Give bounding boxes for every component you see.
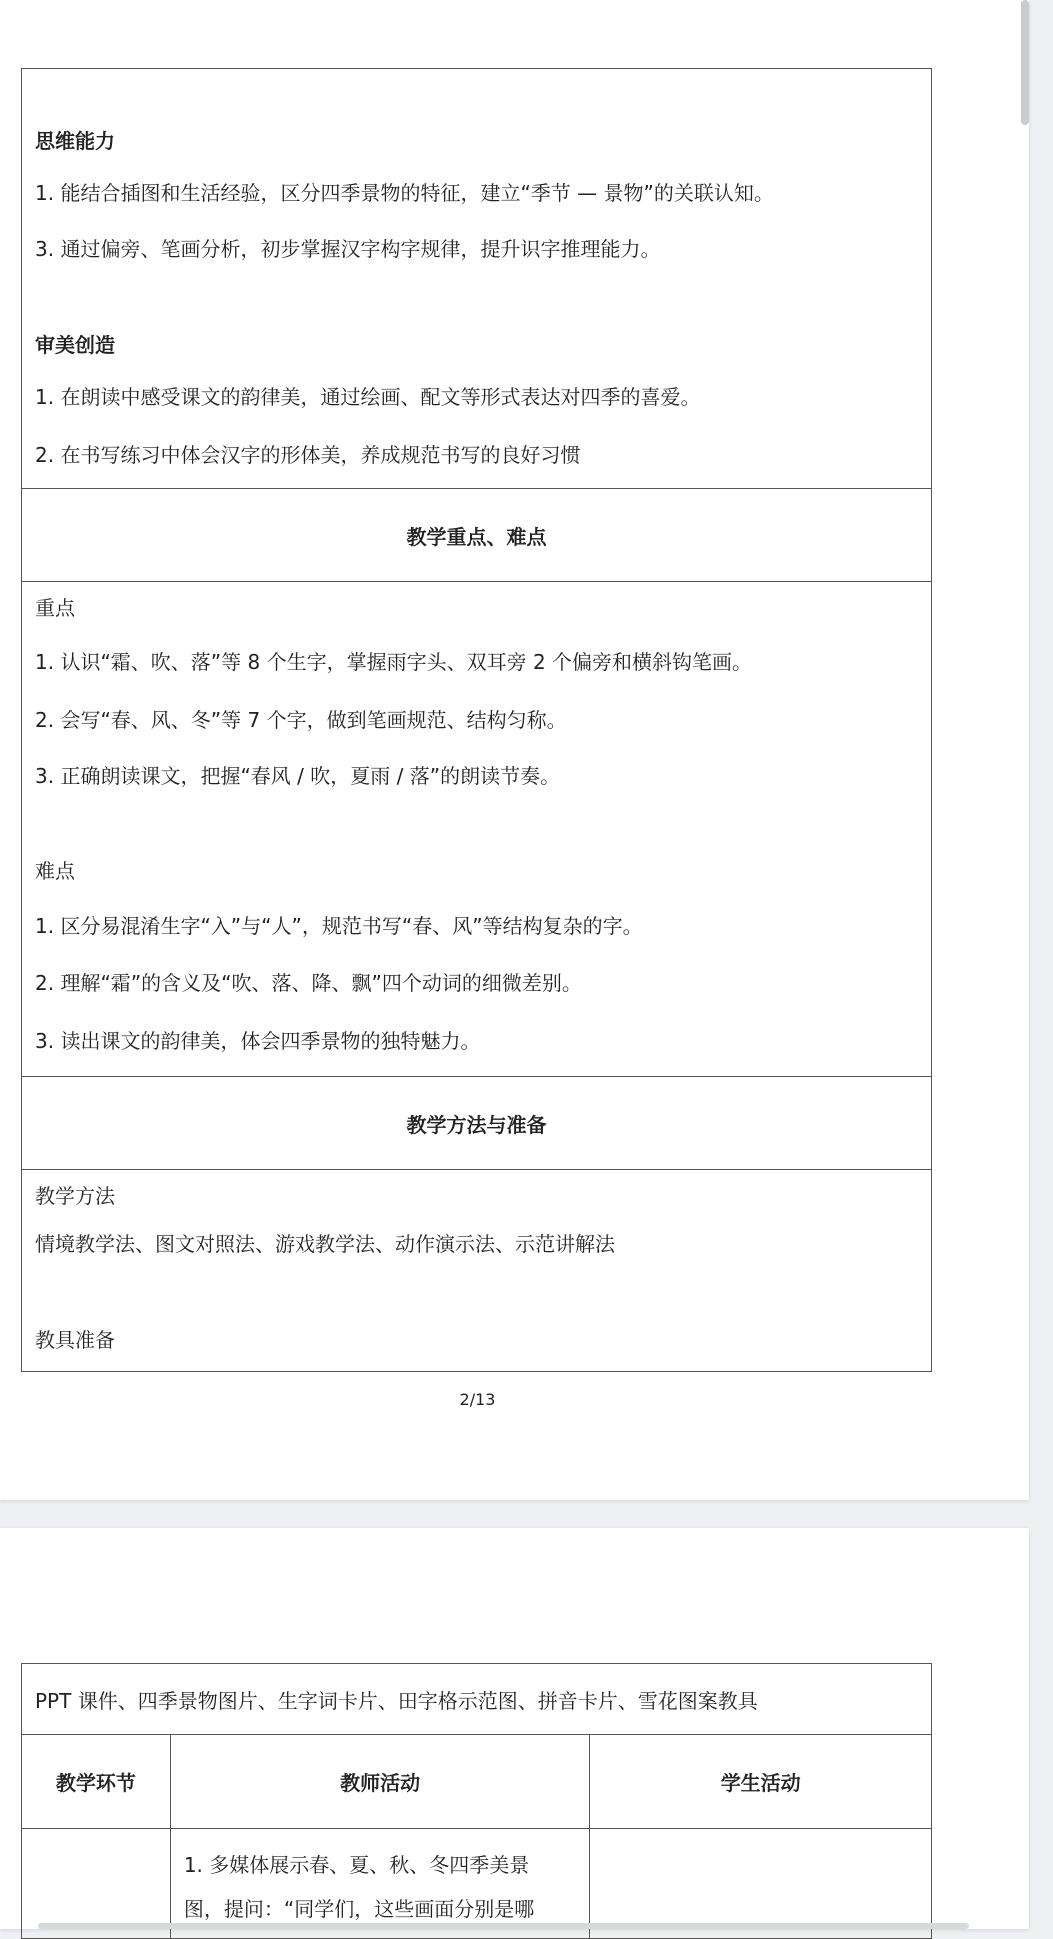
page-number: 2/13 — [459, 1390, 496, 1409]
methods-header — [22, 1077, 931, 1170]
content-table — [21, 68, 932, 1372]
teacher-line-2: 图，提问：“同学们，这些画面分别是哪 — [183, 1897, 535, 1921]
lesson-plan-table — [21, 1663, 932, 1939]
key-item-3: 3. 正确朗读课文，把握“春风 / 吹，夏雨 / 落”的朗读节奏。 — [35, 764, 561, 788]
key-item-1: 1. 认识“霜、吹、落”等 8 个生字，掌握雨字头、双耳旁 2 个偏旁和横斜钩笔画。 — [35, 650, 753, 674]
key-points-section — [22, 582, 931, 1077]
methods-label: 教学方法 — [35, 1184, 115, 1208]
aesthetic-item-2: 2. 在书写练习中体会汉字的形体美，养成规范书写的良好习惯 — [35, 443, 581, 467]
methods-section — [22, 1170, 931, 1372]
teacher-activity-cell — [170, 1829, 590, 1939]
thinking-item-1: 1. 能结合插图和生活经验，区分四季景物的特征，建立“季节 — 景物”的关联认知。 — [35, 181, 774, 205]
difficult-label: 难点 — [35, 859, 75, 883]
student-activity-cell — [590, 1829, 932, 1939]
objectives-section — [22, 69, 931, 489]
stage-cell — [22, 1829, 171, 1939]
tools-row — [22, 1664, 932, 1735]
horizontal-scrollbar[interactable] — [38, 1923, 969, 1929]
scrollbar-thumb[interactable] — [1021, 0, 1029, 125]
difficult-item-1: 1. 区分易混淆生字“入”与“人”，规范书写“春、风”等结构复杂的字。 — [35, 914, 643, 938]
methods-header-text: 教学方法与准备 — [406, 1112, 547, 1137]
difficult-item-2: 2. 理解“霜”的含义及“吹、落、降、飘”四个动词的细微差别。 — [35, 971, 582, 995]
difficult-item-3: 3. 读出课文的韵律美，体会四季景物的独特魅力。 — [35, 1029, 481, 1053]
column-header-teacher: 教师活动 — [170, 1735, 590, 1829]
teacher-line-1: 1. 多媒体展示春、夏、秋、冬四季美景 — [183, 1853, 530, 1877]
tools-text: PPT 课件、四季景物图片、生字词卡片、田字格示范图、拼音卡片、雪花图案教具 — [22, 1664, 932, 1735]
thinking-item-2: 3. 通过偏旁、笔画分析，初步掌握汉字构字规律，提升识字推理能力。 — [35, 237, 661, 261]
tools-label: 教具准备 — [35, 1328, 115, 1352]
key-points-header-text: 教学重点、难点 — [406, 524, 547, 549]
key-label: 重点 — [35, 596, 75, 620]
key-item-2: 2. 会写“春、风、冬”等 7 个字，做到笔画规范、结构匀称。 — [35, 708, 567, 732]
thinking-heading: 思维能力 — [35, 129, 115, 153]
column-header-stage: 教学环节 — [22, 1735, 171, 1829]
key-points-header — [22, 489, 931, 582]
aesthetic-item-1: 1. 在朗读中感受课文的韵律美，通过绘画、配文等形式表达对四季的喜爱。 — [35, 385, 701, 409]
methods-text: 情境教学法、图文对照法、游戏教学法、动作演示法、示范讲解法 — [35, 1232, 615, 1256]
table-row — [22, 1829, 932, 1939]
document-page-2 — [0, 1528, 1029, 1929]
column-header-student: 学生活动 — [590, 1735, 932, 1829]
aesthetic-heading: 审美创造 — [35, 333, 115, 357]
table-header-row — [22, 1735, 932, 1829]
